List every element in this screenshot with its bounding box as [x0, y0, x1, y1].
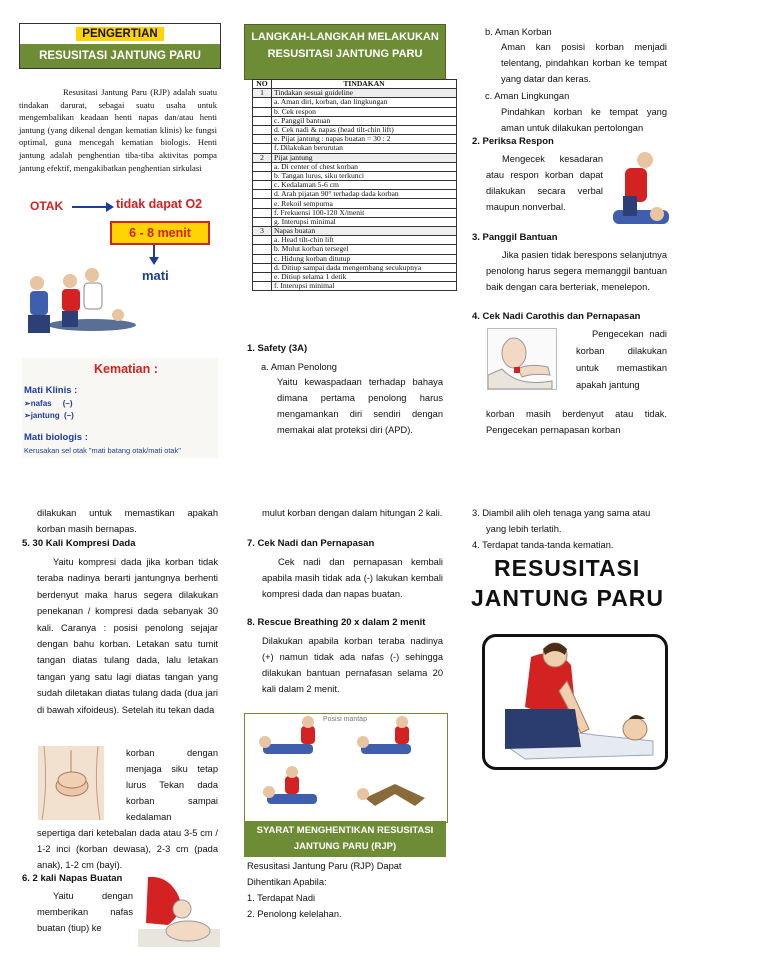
table-cell-no: 1 — [253, 89, 272, 98]
cpr-team-illustration — [22, 263, 140, 338]
tindakan-table — [252, 79, 457, 291]
napas-buatan-text: Yaitu dengan memberikan nafas buatan (tiup) ke — [37, 891, 133, 933]
kompresi-end-text: sepertiga dari ketebalan dada atau 3-5 cm / 1-2 inci (korban dewasa), 2-3 cm (pada anak), 1-2 cm (bayi). — [37, 828, 218, 870]
mati-label: mati — [142, 268, 169, 283]
table-section-row — [253, 153, 457, 162]
table-cell-no — [253, 282, 272, 291]
syarat-item-3: 3. Diambil alih oleh tenaga yang sama atau yang lebih terlatih. — [472, 508, 651, 534]
table-cell-tindakan: d. Arah pijatan 90° terhadap dada korban — [272, 190, 457, 199]
table-cell-tindakan: c. Hidung korban ditutup — [272, 254, 457, 263]
table-cell-no — [253, 116, 272, 125]
table-cell-tindakan: Tindakan sesuai guideline — [272, 89, 457, 98]
table-cell-tindakan: f. Dilakukan berurutan — [272, 144, 457, 153]
panggil-bantuan-text: Jika pasien tidak berespons selanjutnya penolong harus segera memanggil bantuan baik dengan cara berteriak, menelepon. — [486, 250, 667, 292]
table-row — [253, 144, 457, 153]
table-cell-tindakan: f. Frekuensi 100-120 X/menit — [272, 208, 457, 217]
table-cell-no — [253, 181, 272, 190]
aman-lingkungan-text: Pindahkan korban ke tempat yang aman untuk dilakukan pertolongan — [501, 107, 667, 133]
table-cell-tindakan: b. Tangan lurus, siku terkunci — [272, 171, 457, 180]
table-cell-tindakan: e. Pijat jantung : napas buatan = 30 : 2 — [272, 135, 457, 144]
kompresi-text: Yaitu kompresi dada jika korban tidak teraba nadinya berarti jantungnya berhenti berdenyut maka harus segera dilakukan penekanan / kompresi dada sebanyak 30 kali. Caranya : posisi penolong sejajar dengan bahu korban. Letakan satu tumit tangan diatas tulang dada, lalu letakan tangan yang satu lagi diatas tangan yang sudah diletakan diatas tulang dada (dua jari di bawah xifoideus). Setelah itu tekan dada — [37, 557, 218, 715]
pengertian-text: Resusitasi Jantung Paru (RJP) adalah suatu tindakan darurat, sebagai suatu usaha untuk mengembalikan keadaan henti napas dan/atau henti jantung (yang dikenal dengan kematian klinis) ke fungsi optimal, guna mencegah kematian biologis. Henti jantung adalah penghentian tiba-tiba aktivitas pompa jantung efektif, mengakibatkan penghentian sirkulasi — [19, 87, 217, 173]
table-cell-no — [253, 135, 272, 144]
table-cell-tindakan: Pijat jantung — [272, 153, 457, 162]
table-cell-no: 3 — [253, 227, 272, 236]
safety-heading: 1. Safety (3A) — [247, 343, 308, 354]
recovery-step-2 — [357, 716, 411, 754]
table-row — [253, 162, 457, 171]
table-cell-no — [253, 199, 272, 208]
syarat-item-1: 1. Terdapat Nadi — [247, 893, 316, 903]
cek-nadi-illustration — [487, 328, 557, 390]
table-row — [253, 199, 457, 208]
table-cell-tindakan: a. Di center of chest korban — [272, 162, 457, 171]
posisi-mantap-label: Posisi mantap — [323, 716, 367, 723]
aman-penolong-heading: a. Aman Penolong — [261, 362, 337, 372]
mati-klinis-jantung: ➢jantung (–) — [24, 411, 74, 420]
syarat-intro: Resusitasi Jantung Paru (RJP) Dapat Dihentikan Apabila: — [247, 861, 402, 887]
menit-box: 6 - 8 menit — [110, 221, 210, 245]
arrow-down-icon — [148, 245, 160, 265]
table-cell-tindakan: d. Ditiup sampai dada mengembang secukupnya — [272, 263, 457, 272]
kompresi-chest-illustration — [38, 746, 104, 820]
table-cell-no — [253, 254, 272, 263]
table-cell-tindakan: b. Mulut korban tersegel — [272, 245, 457, 254]
table-row — [253, 282, 457, 291]
table-cell-tindakan: f. Interupsi minimal — [272, 282, 457, 291]
table-cell-no — [253, 245, 272, 254]
table-cell-no — [253, 263, 272, 272]
table-cell-tindakan: c. Panggil bantuan — [272, 116, 457, 125]
periksa-respon-heading: 2. Periksa Respon — [472, 136, 554, 147]
tidak-dapat-label: tidak dapat O2 — [116, 197, 203, 211]
syarat-item-4: 4. Terdapat tanda-tanda kematian. — [472, 540, 614, 550]
table-cell-tindakan: a. Aman diri, korban, dan lingkungan — [272, 98, 457, 107]
mati-klinis-nafas: ➢nafas (–) — [24, 399, 73, 408]
table-cell-no: 2 — [253, 153, 272, 162]
table-cell-no — [253, 125, 272, 134]
panel2-title: LANGKAH-LANGKAH MELAKUKAN RESUSITASI JANTUNG PARU — [244, 24, 446, 80]
table-row — [253, 254, 457, 263]
recovery-step-3 — [263, 766, 317, 804]
cek-nadi-text-b: korban masih berdenyut atau tidak. Pengecekan pernapasan korban — [486, 409, 667, 435]
panel1-title: RESUSITASI JANTUNG PARU — [20, 44, 220, 68]
pengertian-box — [19, 23, 221, 69]
pengertian-label: PENGERTIAN — [76, 27, 163, 41]
kompresi-side-text: korban dengan menjaga siku tetap lurus Tekan dada korban sampai kedalaman — [126, 748, 218, 822]
table-cell-no — [253, 144, 272, 153]
mati-biologis-title: Mati biologis : — [24, 432, 88, 443]
cover-cpr-image — [482, 634, 668, 770]
cek-nadi-pernapasan-text: Cek nadi dan pernapasan kembali apabila masih tidak ada (-) lakukan kembali kompresi dada dan napas buatan. — [262, 557, 443, 599]
table-row — [253, 98, 457, 107]
table-row — [253, 107, 457, 116]
table-cell-tindakan: g. Interupsi minimal — [272, 217, 457, 226]
table-cell-tindakan: e. Rekoil sempurna — [272, 199, 457, 208]
table-cell-no — [253, 190, 272, 199]
table-cell-no — [253, 162, 272, 171]
mati-biologis-text: Kerusakan sel otak "mati batang otak/mati otak" — [24, 446, 181, 455]
table-cell-tindakan: a. Head tilt-chin lift — [272, 236, 457, 245]
kompresi-heading: 5. 30 Kali Kompresi Dada — [22, 538, 136, 549]
panel5-continued-text: mulut korban dengan dalam hitungan 2 kali. — [262, 508, 443, 518]
aman-korban-heading: b. Aman Korban — [485, 27, 552, 37]
syarat-item-2: 2. Penolong kelelahan. — [247, 909, 342, 919]
cek-nadi-pernapasan-heading: 7. Cek Nadi dan Pernapasan — [247, 538, 375, 549]
napas-buatan-illustration — [138, 875, 220, 947]
table-cell-no — [253, 98, 272, 107]
napas-buatan-heading: 6. 2 kali Napas Buatan — [22, 873, 123, 884]
aman-lingkungan-heading: c. Aman Lingkungan — [485, 91, 570, 101]
kematian-box — [22, 358, 218, 458]
arrow-right-icon — [72, 201, 114, 213]
table-cell-tindakan: d. Cek nadi & napas (head tilt-chin lift) — [272, 125, 457, 134]
table-cell-tindakan: Napas buatan — [272, 227, 457, 236]
otak-label: OTAK — [30, 199, 64, 213]
panel4-continued-text: dilakukan untuk memastikan apakah korban masih bernapas. — [37, 508, 218, 534]
panggil-bantuan-heading: 3. Panggil Bantuan — [472, 232, 558, 243]
mati-klinis-title: Mati Klinis : — [24, 385, 78, 396]
periksa-respon-text: Mengecek kesadaran atau respon korban dapat dilakukan secara verbal maupun nonverbal. — [486, 154, 603, 212]
table-row — [253, 190, 457, 199]
recovery-step-4 — [357, 784, 425, 806]
table-cell-tindakan: c. Kedalaman 5-6 cm — [272, 181, 457, 190]
table-cell-no — [253, 272, 272, 281]
rescue-breathing-heading: 8. Rescue Breathing 20 x dalam 2 menit — [247, 617, 426, 628]
cek-nadi-heading: 4. Cek Nadi Carothis dan Pernapasan — [472, 311, 641, 322]
posisi-mantap-figure — [244, 713, 448, 823]
recovery-step-1 — [259, 716, 315, 754]
tindakan-table-wrap — [252, 79, 457, 291]
kematian-title: Kematian : — [94, 362, 158, 376]
table-row — [253, 208, 457, 217]
cover-title-line1: RESUSITASI — [494, 555, 641, 581]
table-cell-tindakan: b. Cek respon — [272, 107, 457, 116]
table-cell-no — [253, 107, 272, 116]
table-cell-no — [253, 208, 272, 217]
aman-korban-text: Aman kan posisi korban menjadi telentang, pindahkan korban ke tempat yang datar dan keras. — [501, 42, 667, 84]
table-cell-no — [253, 171, 272, 180]
rescue-breathing-text: Dilakukan apabila korban teraba nadinya (+) namun tidak ada nafas (-) sehingga dilakukan bantuan pernafasan selama 20 kali dalam 2 menit. — [262, 636, 443, 694]
aman-penolong-text: Yaitu kewaspadaan terhadap bahaya dimana pertama penolong harus mengamankan diri sendiri dengan memakai alat proteksi diri (APD). — [277, 377, 443, 435]
periksa-respon-illustration — [605, 150, 669, 230]
table-cell-no — [253, 236, 272, 245]
syarat-title: SYARAT MENGHENTIKAN RESUSITASI JANTUNG PARU (RJP) — [244, 821, 446, 857]
table-cell-tindakan: e. Ditiup selama 1 detik — [272, 272, 457, 281]
table-header-tindakan: TINDAKAN — [272, 80, 457, 89]
cover-title-line2: JANTUNG PARU — [471, 585, 665, 611]
table-row — [253, 245, 457, 254]
table-header-no: NO — [253, 80, 272, 89]
cek-nadi-text-a: Pengecekan nadi korban dilakukan untuk memastikan apakah jantung — [576, 329, 667, 390]
